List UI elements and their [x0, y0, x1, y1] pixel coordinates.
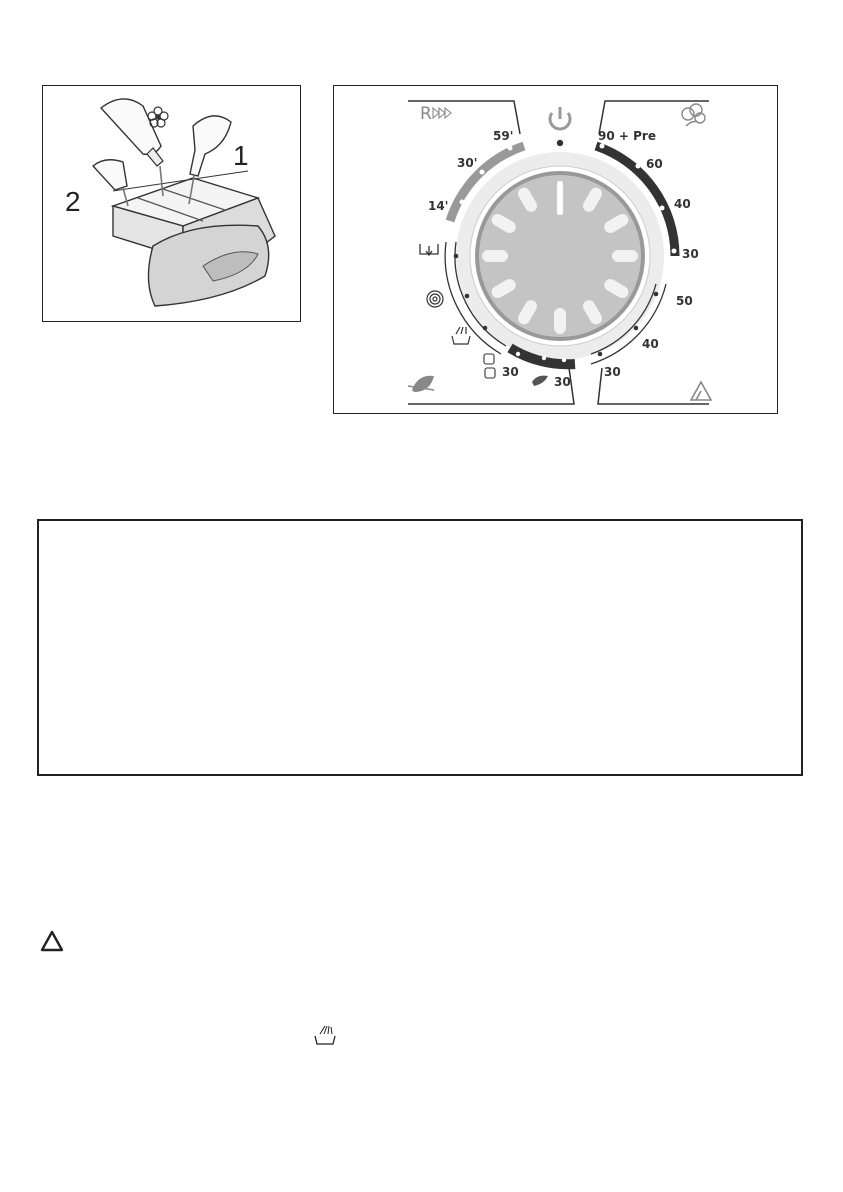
hand-wash-icon: [484, 354, 495, 378]
rinse-icon: [313, 1024, 337, 1051]
flower-icon: [147, 106, 169, 133]
rapid-59: 59': [493, 129, 514, 143]
synthetic-50: 50: [676, 294, 693, 308]
cotton-90-pre: 90 + Pre: [598, 129, 656, 143]
knob-pointer: [557, 181, 563, 215]
knob-grip-tick: [612, 250, 638, 262]
knob-grip-tick: [554, 308, 566, 334]
compartment-1-label: 1: [233, 140, 249, 171]
cotton-40: 40: [674, 197, 691, 211]
delicate-30: 30: [554, 375, 571, 389]
warning-triangle-icon: [40, 930, 64, 957]
synthetic-30: 30: [604, 365, 621, 379]
feather-icon: [408, 376, 434, 392]
drain-icon: [420, 244, 438, 255]
compartment-2-label: 2: [65, 186, 81, 217]
spin-icon: [427, 291, 443, 307]
programme-dial: [334, 86, 777, 413]
rapid-14: 14': [428, 199, 449, 213]
programme-dial-panel: [333, 85, 778, 414]
cotton-icon: [682, 104, 705, 126]
cotton-60: 60: [646, 157, 663, 171]
synthetic-40: 40: [642, 337, 659, 351]
power-icon: [550, 107, 570, 129]
rapid-symbol: [420, 104, 451, 124]
notes-box: [37, 519, 803, 776]
cotton-30: 30: [682, 247, 699, 261]
rapid-30: 30': [457, 156, 478, 170]
drawer-drawing: [43, 86, 300, 321]
knob-grip-tick: [482, 250, 508, 262]
drawer-illustration: [42, 85, 301, 322]
synthetic-triangle-icon: [691, 382, 711, 400]
svg-text:R: R: [420, 104, 432, 124]
delicate-30-hand: 30: [502, 365, 519, 379]
rinse-icon: [452, 327, 470, 344]
